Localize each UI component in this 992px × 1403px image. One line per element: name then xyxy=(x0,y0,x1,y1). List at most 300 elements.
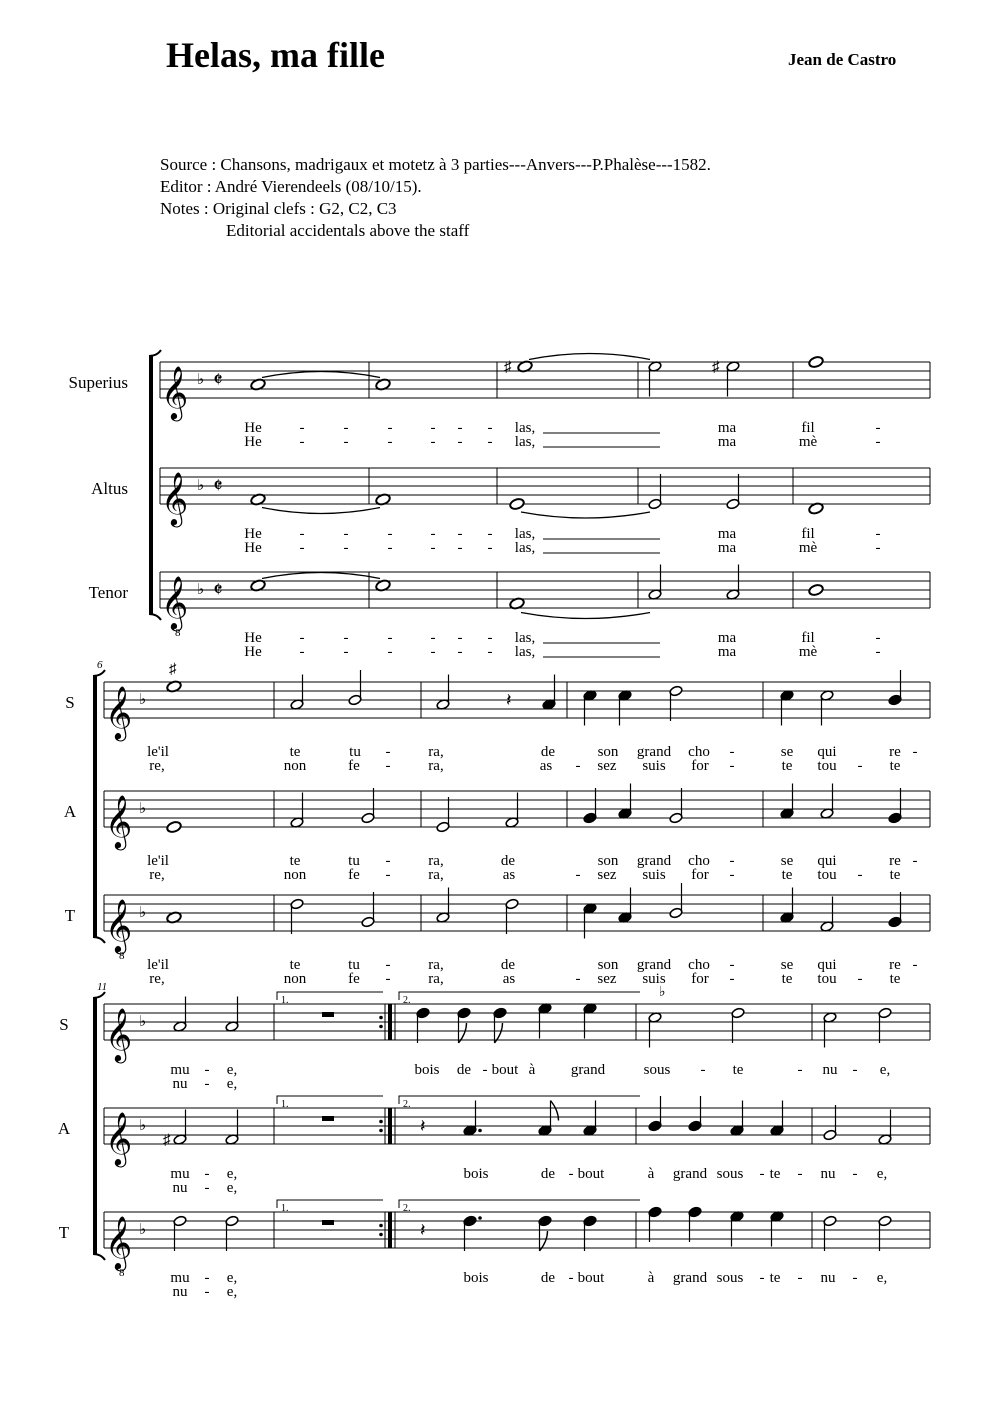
key-flat-icon: ♭ xyxy=(139,1014,147,1030)
lyric-verse2: - xyxy=(204,1076,210,1092)
lyric-verse1: He xyxy=(244,630,262,646)
treble-clef-icon: 𝄞 xyxy=(105,687,133,738)
lyric-verse1: - xyxy=(852,1062,858,1078)
lyric-verse1: - xyxy=(912,744,918,760)
volta-2-label: 2. xyxy=(403,1203,411,1214)
repeat-thick-bar xyxy=(388,1212,392,1248)
note xyxy=(583,1101,597,1137)
lyric-verse2: - xyxy=(457,540,463,556)
part-label-superius: Superius xyxy=(68,373,128,392)
lyric-verse2: ma xyxy=(717,540,737,556)
tie xyxy=(521,512,650,518)
note xyxy=(648,1206,662,1242)
lyric-verse1: te xyxy=(289,853,301,869)
lyric-verse1: ra, xyxy=(428,744,444,760)
lyric-verse2: las, xyxy=(514,644,536,660)
lyric-verse2: - xyxy=(343,434,349,450)
lyric-verse2: sez xyxy=(597,971,617,987)
lyric-verse2: suis xyxy=(642,867,666,883)
lyric-verse1: qui xyxy=(817,744,837,760)
measure-number: 11 xyxy=(97,981,108,993)
lyric-verse2: - xyxy=(387,434,393,450)
octave-mark: 8 xyxy=(119,950,125,962)
note xyxy=(225,1215,239,1251)
whole-measure-rest xyxy=(322,1220,334,1225)
note xyxy=(505,898,519,934)
lyric-verse2: - xyxy=(875,644,881,660)
bracket-bottom-hook xyxy=(149,614,161,620)
lyric-verse1: - xyxy=(875,526,881,542)
lyric-verse2: suis xyxy=(642,758,666,774)
lyric-verse2: mè xyxy=(798,644,818,660)
bracket-top-hook xyxy=(149,350,161,356)
lyric-verse1: bois xyxy=(414,1062,440,1078)
note xyxy=(730,1101,744,1137)
note xyxy=(166,820,182,833)
volta-1-bracket xyxy=(277,1200,383,1208)
notes-line: Notes : Original clefs : G2, C2, C3 xyxy=(160,199,397,218)
lyric-verse2: - xyxy=(487,540,493,556)
lyric-verse1: te xyxy=(732,1062,744,1078)
lyric-verse1: grand xyxy=(636,957,672,973)
lyric-verse1: - xyxy=(299,420,305,436)
note xyxy=(820,897,834,933)
lyric-verse1: de xyxy=(540,1270,556,1286)
lyric-verse2: - xyxy=(387,540,393,556)
source-line: Source : Chansons, madrigaux et motetz à 3 parties---Anvers---P.Phalèse---1582. xyxy=(160,155,711,174)
lyric-verse2: te xyxy=(781,867,793,883)
lyric-verse1: las, xyxy=(514,420,536,436)
staff-altus xyxy=(160,468,930,504)
lyric-verse2: tou xyxy=(817,758,837,774)
lyric-verse2: re, xyxy=(149,867,165,883)
system-bracket xyxy=(93,676,97,937)
lyric-verse2: ma xyxy=(717,644,737,660)
lyric-verse1: nu xyxy=(820,1166,836,1182)
note xyxy=(688,1206,702,1242)
lyric-verse2: nu xyxy=(172,1180,188,1196)
volta-2-bracket xyxy=(399,992,640,1000)
lyric-verse2: re, xyxy=(149,971,165,987)
note xyxy=(823,1105,837,1141)
lyric-verse2: ra, xyxy=(428,971,444,987)
time-signature-icon: 𝄵 xyxy=(213,577,223,602)
treble-clef-icon: 𝄞 xyxy=(105,796,133,847)
lyric-verse1: - xyxy=(204,1166,210,1182)
lyric-verse1: re xyxy=(889,957,901,973)
lyric-verse1: son xyxy=(597,957,619,973)
lyric-verse2: fe xyxy=(348,971,360,987)
lyric-verse1: bois xyxy=(463,1166,489,1182)
note xyxy=(888,670,902,706)
repeat-thick-bar xyxy=(388,1108,392,1144)
note xyxy=(878,1110,892,1146)
lyric-verse2: - xyxy=(487,434,493,450)
lyric-verse1: se xyxy=(780,957,794,973)
volta-2-bracket xyxy=(399,1096,640,1104)
tie xyxy=(262,573,380,579)
lyric-verse2: - xyxy=(857,758,863,774)
lyric-verse2: tou xyxy=(817,971,837,987)
lyric-verse2: for xyxy=(691,867,709,883)
lyric-verse1: He xyxy=(244,526,262,542)
lyric-verse2: - xyxy=(729,758,735,774)
lyric-verse1: e, xyxy=(876,1166,888,1182)
lyric-verse1: - xyxy=(343,420,349,436)
editorial-sharp-icon: ♯ xyxy=(169,661,177,678)
lyric-verse1: ma xyxy=(717,630,737,646)
lyric-verse1: de xyxy=(500,853,516,869)
lyric-verse1: à xyxy=(647,1270,655,1286)
notehead xyxy=(166,820,182,833)
note xyxy=(669,883,683,919)
lyric-verse1: - xyxy=(430,420,436,436)
lyric-verse1: - xyxy=(797,1166,803,1182)
lyric-verse2: - xyxy=(385,867,391,883)
note xyxy=(648,474,662,510)
lyric-verse2: - xyxy=(457,434,463,450)
note xyxy=(436,675,450,711)
lyric-verse1: à xyxy=(647,1166,655,1182)
treble-clef-icon: 𝄞 xyxy=(105,1217,133,1268)
lyric-verse1: ma xyxy=(717,420,737,436)
lyric-verse1: - xyxy=(385,744,391,760)
repeat-dot xyxy=(379,1233,383,1237)
lyric-verse2: nu xyxy=(172,1284,188,1300)
note xyxy=(618,690,632,726)
key-flat-icon: ♭ xyxy=(139,1222,147,1238)
lyric-verse1: - xyxy=(700,1062,706,1078)
lyric-verse1: e, xyxy=(226,1062,238,1078)
repeat-thick-bar xyxy=(388,1004,392,1040)
lyric-verse1: à xyxy=(528,1062,536,1078)
staff-superius xyxy=(104,682,930,718)
lyric-verse1: - xyxy=(204,1270,210,1286)
note xyxy=(878,1007,892,1043)
part-label-short: S xyxy=(59,1015,69,1034)
tie xyxy=(529,354,650,360)
volta-1-label: 1. xyxy=(281,1099,289,1110)
quarter-rest-icon: 𝄽 xyxy=(420,1116,426,1136)
note xyxy=(348,670,362,706)
key-flat-icon: ♭ xyxy=(139,1118,147,1134)
lyric-verse1: bois xyxy=(463,1270,489,1286)
volta-1-bracket xyxy=(277,992,383,1000)
lyric-verse2: - xyxy=(204,1180,210,1196)
part-label-altus: Altus xyxy=(91,479,128,498)
composer-name: Jean de Castro xyxy=(788,50,897,69)
lyric-verse1: ra, xyxy=(428,853,444,869)
note xyxy=(290,898,304,934)
system-bracket xyxy=(149,356,153,614)
note xyxy=(225,997,239,1033)
lyric-verse2: He xyxy=(244,644,262,660)
lyric-verse1: - xyxy=(487,630,493,646)
note xyxy=(618,784,632,820)
key-flat-icon: ♭ xyxy=(139,801,147,817)
lyric-verse2: - xyxy=(857,867,863,883)
lyric-verse1: - xyxy=(875,420,881,436)
key-flat-icon: ♭ xyxy=(197,582,205,598)
octave-mark: 8 xyxy=(175,627,181,639)
note xyxy=(780,888,794,924)
lyric-verse1: bout xyxy=(577,1166,605,1182)
lyric-verse1: te xyxy=(289,744,301,760)
lyric-verse1: - xyxy=(387,420,393,436)
lyric-verse2: - xyxy=(575,867,581,883)
time-signature-icon: 𝄵 xyxy=(213,367,223,392)
note xyxy=(583,903,597,939)
lyric-verse1: - xyxy=(875,630,881,646)
bracket-bottom-hook xyxy=(93,1254,105,1260)
lyric-verse2: - xyxy=(430,540,436,556)
note xyxy=(726,361,740,397)
lyric-verse1: tu xyxy=(349,744,361,760)
repeat-dot xyxy=(379,1025,383,1029)
note xyxy=(770,1101,784,1137)
lyric-verse1: e, xyxy=(876,1270,888,1286)
lyric-verse2: sez xyxy=(597,758,617,774)
lyric-verse2: tou xyxy=(817,867,837,883)
lyric-verse1: te xyxy=(289,957,301,973)
note xyxy=(225,1110,239,1146)
lyric-verse1: fil xyxy=(801,630,815,646)
lyric-verse1: - xyxy=(729,957,735,973)
lyric-verse1: - xyxy=(568,1270,574,1286)
key-flat-icon: ♭ xyxy=(197,478,205,494)
note xyxy=(648,361,662,397)
lyric-verse2: as xyxy=(502,867,516,883)
lyric-verse1: ma xyxy=(717,526,737,542)
note xyxy=(726,565,740,601)
lyric-verse1: de xyxy=(540,744,556,760)
lyric-verse2: non xyxy=(283,867,307,883)
lyric-verse2: - xyxy=(487,644,493,660)
lyric-verse1: grand xyxy=(570,1062,606,1078)
lyric-verse2: for xyxy=(691,758,709,774)
repeat-dot xyxy=(379,1120,383,1124)
staff-tenor xyxy=(104,1212,930,1248)
lyric-verse1: - xyxy=(343,526,349,542)
lyric-verse2: non xyxy=(283,758,307,774)
lyric-verse1: grand xyxy=(672,1166,708,1182)
piece-title: Helas, ma fille xyxy=(166,35,385,75)
lyric-verse1: de xyxy=(456,1062,472,1078)
lyric-verse2: te xyxy=(781,971,793,987)
volta-1-label: 1. xyxy=(281,1203,289,1214)
note xyxy=(780,690,794,726)
lyric-verse1: re xyxy=(889,853,901,869)
volta-2-bracket xyxy=(399,1200,640,1208)
note xyxy=(463,1215,477,1251)
repeat-dot xyxy=(379,1224,383,1228)
lyric-verse2: - xyxy=(575,971,581,987)
volta-1-label: 1. xyxy=(281,995,289,1006)
lyric-verse1: - xyxy=(457,420,463,436)
lyric-verse1: - xyxy=(385,853,391,869)
lyric-verse1: - xyxy=(457,630,463,646)
lyric-verse2: - xyxy=(387,644,393,660)
lyric-verse1: tu xyxy=(348,853,360,869)
lyric-verse1: cho xyxy=(688,957,710,973)
whole-measure-rest xyxy=(322,1116,334,1121)
lyric-verse2: las, xyxy=(514,540,536,556)
lyric-verse2: - xyxy=(299,540,305,556)
treble-clef-icon: 𝄞 xyxy=(105,900,133,951)
note xyxy=(648,1012,662,1048)
lyric-verse2: - xyxy=(575,758,581,774)
lyric-verse2: ma xyxy=(717,434,737,450)
lyric-verse1: nu xyxy=(820,1270,836,1286)
note xyxy=(416,1007,430,1043)
note xyxy=(173,997,187,1033)
treble-clef-icon: 𝄞 xyxy=(161,367,189,418)
lyric-verse2: as xyxy=(539,758,553,774)
note xyxy=(618,888,632,924)
notehead xyxy=(808,355,824,368)
lyric-verse2: e, xyxy=(226,1180,238,1196)
note xyxy=(538,1101,559,1137)
note xyxy=(173,1110,187,1146)
lyric-verse2: re, xyxy=(149,758,165,774)
lyric-verse1: te xyxy=(769,1166,781,1182)
lyric-verse2: - xyxy=(430,434,436,450)
lyric-verse1: son xyxy=(597,744,619,760)
lyric-verse2: - xyxy=(729,867,735,883)
lyric-verse1: qui xyxy=(817,853,837,869)
lyric-verse2: - xyxy=(430,644,436,660)
lyric-verse1: - xyxy=(487,420,493,436)
lyric-verse2: las, xyxy=(514,434,536,450)
lyric-verse1: - xyxy=(729,744,735,760)
note xyxy=(808,583,824,596)
lyric-verse1: - xyxy=(759,1270,765,1286)
part-label-short: T xyxy=(58,1223,70,1242)
note xyxy=(888,788,902,824)
lyric-verse1: le'il xyxy=(147,744,169,760)
note xyxy=(648,565,662,601)
lyric-verse1: He xyxy=(244,420,262,436)
lyric-verse2: non xyxy=(283,971,307,987)
lyric-verse1: - xyxy=(387,526,393,542)
lyric-verse1: de xyxy=(500,957,516,973)
lyric-verse2: mè xyxy=(798,434,818,450)
lyric-verse1: se xyxy=(780,744,794,760)
lyric-verse2: - xyxy=(299,644,305,660)
lyric-verse1: - xyxy=(457,526,463,542)
lyric-verse2: for xyxy=(691,971,709,987)
treble-clef-icon: 𝄞 xyxy=(105,1009,133,1060)
key-flat-icon: ♭ xyxy=(139,905,147,921)
time-signature-icon: 𝄵 xyxy=(213,473,223,498)
lyric-verse2: - xyxy=(457,644,463,660)
lyric-verse2: - xyxy=(857,971,863,987)
key-flat-icon: ♭ xyxy=(197,372,205,388)
lyric-verse2: He xyxy=(244,540,262,556)
volta-2-label: 2. xyxy=(403,995,411,1006)
lyric-verse1: - xyxy=(852,1166,858,1182)
lyric-verse2: - xyxy=(875,434,881,450)
lyric-verse1: - xyxy=(204,1062,210,1078)
lyric-verse1: son xyxy=(597,853,619,869)
lyric-verse1: qui xyxy=(817,957,837,973)
note xyxy=(361,892,375,928)
lyric-verse2: - xyxy=(343,540,349,556)
bracket-bottom-hook xyxy=(93,937,105,943)
lyric-verse1: fil xyxy=(801,420,815,436)
lyric-verse1: - xyxy=(299,526,305,542)
note xyxy=(730,1211,744,1247)
note xyxy=(780,784,794,820)
notes-line-2: Editorial accidentals above the staff xyxy=(226,221,470,240)
quarter-rest-icon: 𝄽 xyxy=(420,1220,426,1240)
tie xyxy=(262,508,380,514)
whole-measure-rest xyxy=(322,1012,334,1017)
note xyxy=(583,690,597,726)
editorial-flat-icon: ♭ xyxy=(659,985,666,1000)
volta-1-bracket xyxy=(277,1096,383,1104)
note xyxy=(583,788,597,824)
repeat-dot xyxy=(379,1129,383,1133)
lyric-verse1: - xyxy=(912,853,918,869)
tie xyxy=(262,372,380,378)
part-label-short: S xyxy=(65,693,75,712)
lyric-verse2: ra, xyxy=(428,867,444,883)
note xyxy=(820,690,834,726)
note xyxy=(688,1096,702,1132)
note xyxy=(509,497,525,510)
lyric-verse2: - xyxy=(343,644,349,660)
note xyxy=(823,1215,837,1251)
system-bracket xyxy=(93,998,97,1254)
lyric-verse1: nu xyxy=(822,1062,838,1078)
lyric-verse1: le'il xyxy=(147,853,169,869)
lyric-verse2: - xyxy=(385,971,391,987)
note xyxy=(808,355,824,368)
note xyxy=(361,788,375,824)
notehead xyxy=(808,583,824,596)
note xyxy=(770,1211,784,1247)
lyric-verse1: ra, xyxy=(428,957,444,973)
lyric-verse1: te xyxy=(769,1270,781,1286)
lyric-verse1: sous xyxy=(643,1062,671,1078)
note xyxy=(669,788,683,824)
lyric-verse1: grand xyxy=(636,744,672,760)
lyric-verse1: - xyxy=(729,853,735,869)
lyric-verse1: cho xyxy=(688,744,710,760)
lyric-verse1: se xyxy=(780,853,794,869)
lyric-verse2: - xyxy=(385,758,391,774)
note xyxy=(436,797,450,833)
part-label-tenor: Tenor xyxy=(88,583,128,602)
lyric-verse1: - xyxy=(759,1166,765,1182)
editor-line: Editor : André Vierendeels (08/10/15). xyxy=(160,177,422,196)
note xyxy=(538,1003,552,1039)
lyric-verse1: - xyxy=(343,630,349,646)
note xyxy=(290,793,304,829)
part-label-short: T xyxy=(64,906,76,925)
note xyxy=(290,675,304,711)
lyric-verse2: fe xyxy=(348,867,360,883)
note xyxy=(538,1215,552,1251)
lyric-verse2: - xyxy=(299,434,305,450)
note xyxy=(820,784,834,820)
lyric-verse2: te xyxy=(889,758,901,774)
note xyxy=(505,793,519,829)
lyric-verse2: e, xyxy=(226,1076,238,1092)
lyric-verse1: grand xyxy=(636,853,672,869)
sharp-icon: ♯ xyxy=(504,359,512,376)
